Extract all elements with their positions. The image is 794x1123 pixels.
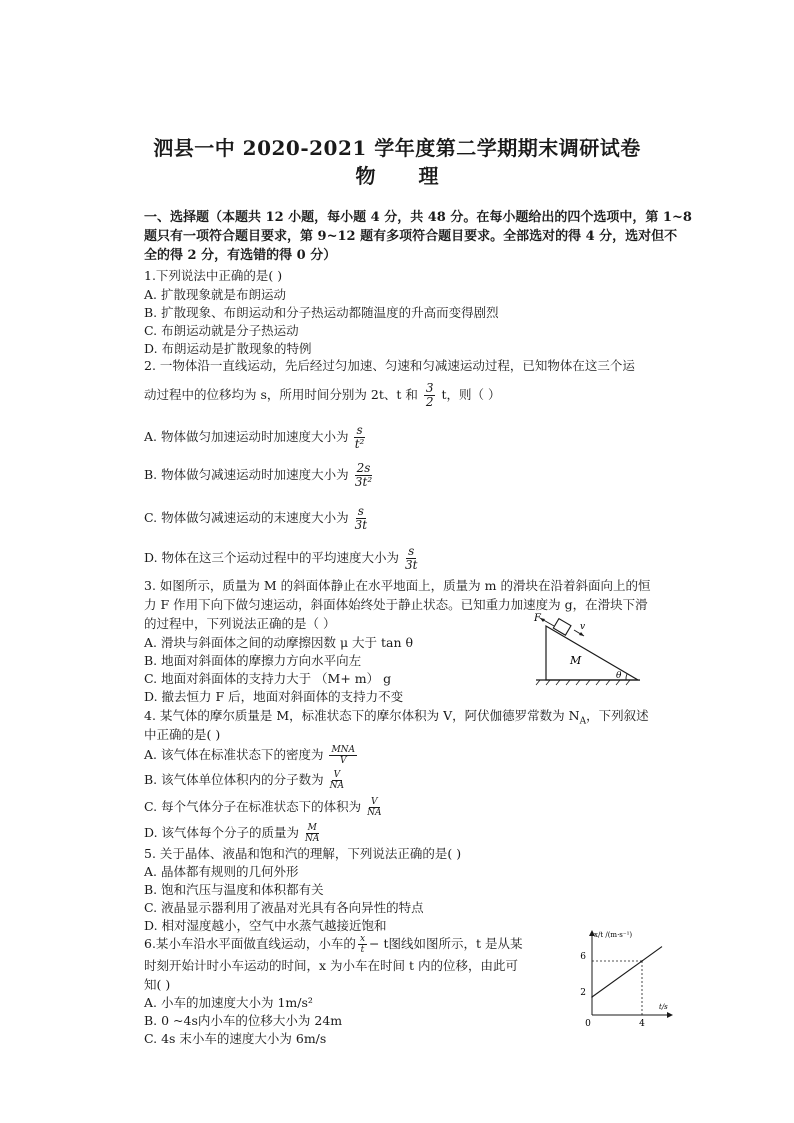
- q2-c-fraction: [355, 505, 367, 532]
- q1-stem: 1.下列说法中正确的是( ): [144, 268, 283, 283]
- label-theta: θ: [616, 671, 622, 681]
- fraction-numerator: MNA: [331, 745, 356, 755]
- data-point: [591, 996, 593, 998]
- fraction-numerator: M: [307, 823, 317, 833]
- fraction-numerator: 3: [425, 381, 434, 395]
- subject-title: 物 理: [355, 164, 457, 188]
- fraction-denominator: 3t: [354, 518, 368, 532]
- q2-option-d: [144, 545, 419, 572]
- plot-area: [591, 947, 662, 1015]
- q2-stem-line1: 2. 一物体沿一直线运动，先后经过匀加速、匀速和匀减速运动过程，已知物体在这三个运: [144, 358, 635, 373]
- q3-stem-line3: 的过程中，下列说法正确的是（ ）: [144, 616, 336, 631]
- q5-option-d: D. 相对湿度越小，空气中水蒸气越接近饱和: [144, 918, 387, 933]
- q3-option-b: B. 地面对斜面体的摩擦力方向水平向左: [144, 653, 362, 668]
- fraction-denominator: t²: [354, 437, 365, 451]
- q5-option-a: A. 晶体都有规则的几何外形: [144, 864, 299, 879]
- q5-stem: 5. 关于晶体、液晶和饱和汽的理解，下列说法正确的是( ): [144, 846, 462, 861]
- section-intro-line1: 一、选择题（本题共 12 小题，每小题 4 分，共 48 分。在每小题给出的四个选项中，第 1~8: [144, 210, 692, 225]
- q4-a-fraction: [329, 745, 357, 766]
- option-text: B. 物体做匀减速运动时加速度大小为: [144, 467, 349, 482]
- q2-stem2-post: t，则（ ）: [441, 387, 501, 402]
- q2-stem2-pre: 动过程中的位移均为 s，所用时间分别为 2t、t 和: [144, 387, 418, 402]
- option-text: D. 物体在这三个运动过程中的平均速度大小为: [144, 550, 400, 565]
- y-tick-2: 2: [580, 988, 586, 998]
- q4-option-a: [144, 745, 359, 766]
- q2-option-b: [144, 462, 374, 489]
- option-text: C. 每个气体分子在标准状态下的体积为: [144, 799, 362, 814]
- incline-block: [546, 626, 638, 680]
- exam-title: 泗县一中 2020-2021 学年度第二学期期末调研试卷: [153, 136, 641, 160]
- label-F: F: [534, 613, 541, 624]
- fraction-numerator: s: [356, 423, 363, 437]
- q2-three-halves-fraction: [424, 382, 436, 409]
- q3-option-c: C. 地面对斜面体的支持力大于 （M+ m） g: [144, 671, 392, 686]
- q2-option-a: [144, 424, 367, 451]
- q2-stem-line2: [144, 382, 500, 409]
- series-line: [592, 947, 662, 997]
- fraction-denominator: 2: [425, 395, 434, 409]
- q4-stem-line2: 中正确的是( ): [144, 727, 221, 742]
- x-tick-0: 0: [585, 1019, 591, 1029]
- q4-option-d: [144, 823, 321, 844]
- x-axis-arrowhead: [667, 1012, 673, 1018]
- q5-option-c: C. 液晶显示器利用了液晶对光具有各向异性的特点: [144, 900, 424, 915]
- q2-a-fraction: [354, 424, 364, 451]
- fraction-denominator: NA: [305, 834, 320, 844]
- fraction-denominator: V: [340, 756, 347, 766]
- q6-x-over-t-fraction: [358, 934, 367, 955]
- slider-block: [553, 619, 571, 636]
- option-text: D. 该气体每个分子的质量为: [144, 825, 300, 840]
- fraction-numerator: s: [357, 504, 364, 518]
- fraction-numerator: V: [333, 770, 341, 780]
- q4-b-fraction: [330, 770, 344, 791]
- q6-stem-line3: 知( ): [144, 977, 171, 992]
- q2-d-fraction: [405, 545, 417, 572]
- q4-stem-post: ，下列叙述: [586, 708, 649, 723]
- q6-stem-line2: 时刻开始计时小车运动的时间，x 为小车在时间 t 内的位移，由此可: [144, 958, 518, 973]
- q1-option-d: D. 布朗运动是扩散现象的特例: [144, 341, 312, 356]
- q2-b-fraction: [355, 462, 373, 489]
- option-text: C. 物体做匀减速运动的末速度大小为: [144, 510, 349, 525]
- q6-option-a: A. 小车的加速度大小为 1m/s²: [144, 995, 313, 1010]
- label-v: v: [580, 622, 586, 632]
- q1-option-b: B. 扩散现象、布朗运动和分子热运动都随温度的升高而变得剧烈: [144, 305, 499, 320]
- option-text: B. 该气体单位体积内的分子数为: [144, 772, 324, 787]
- q4-stem-text: 4. 某气体的摩尔质量是 M，标准状态下的摩尔体积为 V，阿伏伽德罗常数为 N: [144, 708, 580, 723]
- fraction-denominator: NA: [329, 781, 344, 791]
- option-text: A. 该气体在标准状态下的密度为: [144, 747, 324, 762]
- q6-option-b: B. 0 ~4s内小车的位移大小为 24m: [144, 1013, 343, 1028]
- velocity-arrowhead: [579, 632, 584, 636]
- fraction-denominator: t: [360, 945, 365, 955]
- q2-option-c: [144, 505, 369, 532]
- q1-option-c: C. 布朗运动就是分子热运动: [144, 323, 299, 338]
- q6-stem-pre: 6.某小车沿水平面做直线运动，小车的: [144, 936, 356, 951]
- fraction-denominator: NA: [367, 808, 382, 818]
- q6-stem-post: − t图线如图所示，t 是从某: [369, 936, 523, 951]
- section-intro-line3: 全的得 2 分，有选错的得 0 分）: [144, 248, 337, 263]
- q3-stem-line1: 3. 如图所示，质量为 M 的斜面体静止在水平地面上，质量为 m 的滑块在沿着斜面向上的恒: [144, 578, 651, 593]
- q4-subscript: A: [579, 716, 587, 727]
- section-intro-line2: 题只有一项符合题目要求，第 9~12 题有多项符合题目要求。全部选对的得 4 分，选对但不: [144, 229, 678, 244]
- fraction-numerator: x: [359, 934, 366, 944]
- x-tick-4: 4: [639, 1019, 645, 1029]
- fraction-numerator: 2s: [356, 461, 371, 475]
- option-text: A. 物体做匀加速运动时加速度大小为: [144, 429, 349, 444]
- fraction-numerator: V: [371, 797, 378, 807]
- q3-option-a: A. 滑块与斜面体之间的动摩擦因数 μ 大于 tan θ: [144, 635, 414, 650]
- q3-option-d: D. 撤去恒力 F 后，地面对斜面体的支持力不变: [144, 689, 404, 704]
- angle-arc: [626, 674, 627, 680]
- q6-stem-line1: [144, 934, 522, 955]
- q3-stem-line2: 力 F 作用下向下做匀速运动，斜面体始终处于静止状态。已知重力加速度为 g，在滑块下滑: [144, 597, 648, 612]
- y-axis-label: x/t /(m·s⁻¹): [594, 931, 633, 939]
- x-axis-label: t/s: [659, 1003, 668, 1011]
- label-M: M: [570, 654, 582, 667]
- q5-option-b: B. 饱和汽压与温度和体积都有关: [144, 882, 324, 897]
- q4-option-c: [144, 797, 383, 818]
- q6-xt-graph: [570, 925, 675, 1035]
- q6-option-c: C. 4s 末小车的速度大小为 6m/s: [144, 1031, 327, 1046]
- q4-option-b: [144, 770, 346, 791]
- incline-figure: [530, 612, 645, 687]
- fraction-denominator: 3t²: [354, 475, 373, 489]
- q1-option-a: A. 扩散现象就是布朗运动: [144, 287, 286, 302]
- fraction-denominator: 3t: [405, 558, 418, 572]
- data-point: [641, 960, 643, 962]
- q4-c-fraction: [367, 797, 381, 818]
- q4-d-fraction: [305, 823, 319, 844]
- y-tick-6: 6: [580, 952, 586, 962]
- fraction-numerator: s: [408, 544, 415, 558]
